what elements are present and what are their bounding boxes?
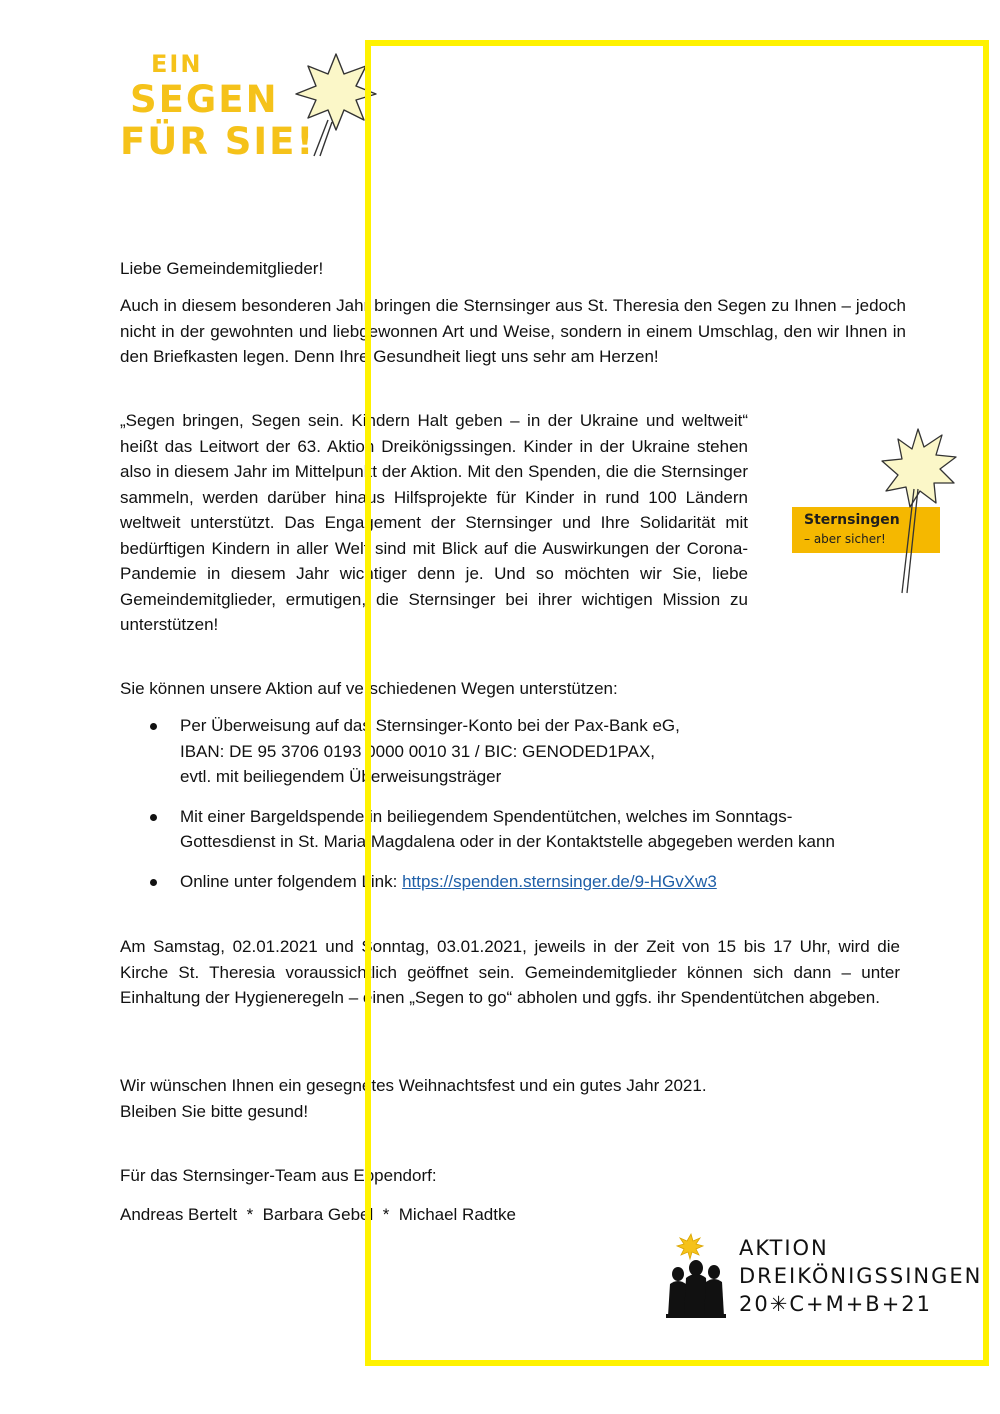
iban-line: IBAN: DE 95 3706 0193 0000 0010 31 / BIC: GENODED1PAX,: [180, 741, 656, 761]
team-intro: Für das Sternsinger-Team aus Eppendorf:: [120, 1166, 437, 1185]
list-item: [120, 869, 920, 895]
online-donation-line: [180, 869, 920, 895]
salutation: Liebe Gemeindemitglieder!: [120, 259, 324, 278]
list-item: [120, 804, 920, 855]
bullet-icon: [150, 814, 157, 821]
pickup-paragraph: Am Samstag, 02.01.2021 und Sonntag, 03.01.2021, jeweils in der Zeit von 15 bis 17 Uhr, wird die Kirche St. Theresia voraussichtlich geöffnet sein. Gemeindemitglieder können sich dann – unter Einhaltung der Hygieneregeln – einen „Segen to go“ abholen und ggfs. ihr Spendentütchen abgeben.: [120, 937, 900, 1007]
ways-intro: Sie können unsere Aktion auf verschiedenen Wegen unterstützen:: [120, 679, 618, 698]
support-options-list: [120, 713, 920, 908]
online-prefix: Online unter folgendem Link:: [180, 871, 403, 891]
donation-link[interactable]: https://spenden.sternsinger.de/9-HGvXw3: [402, 871, 717, 891]
logo-line-aktion: AKTION: [739, 1236, 829, 1260]
star-icon: [790, 425, 960, 595]
transfer-slip-line: evtl. mit beiliegendem Überweisungsträger: [180, 767, 502, 786]
aktion-dreikoenigssingen-logo: [664, 1232, 983, 1322]
bullet-icon: [150, 723, 157, 730]
highlight-frame: [365, 40, 989, 1366]
sternsingen-badge: [790, 425, 960, 595]
cash-donation-line: Mit einer Bargeldspende in beiliegendem Spendentütchen, welches im Sonntags-: [180, 806, 793, 826]
bank-transfer-line: Per Überweisung auf das Sternsinger-Konto bei der Pax-Bank eG,: [180, 716, 680, 735]
three-kings-icon: [664, 1232, 734, 1322]
star-wand-icon: [278, 50, 388, 160]
stay-healthy-line: Bleiben Sie bitte gesund!: [120, 1101, 309, 1121]
logo-line-ein: EIN: [151, 50, 203, 78]
wishes-line: Wir wünschen Ihnen ein gesegnetes Weihnachtsfest und ein gutes Jahr 2021.: [120, 1076, 707, 1095]
signature-names: Andreas Bertelt * Barbara Gebel * Michael Radtke: [120, 1205, 516, 1224]
list-item: [120, 713, 920, 790]
cash-donation-line-2: Gottesdienst in St. Maria Magdalena oder in der Kontaktstelle abgegeben werden kann: [180, 832, 835, 851]
bullet-icon: [150, 879, 157, 886]
badge-title: Sternsingen: [804, 512, 900, 528]
logo-line-fuer-sie: FÜR SIE!: [120, 120, 316, 163]
badge-subtitle: – aber sicher!: [804, 532, 886, 546]
logo-line-dreikoenigssingen: DREIKÖNIGSSINGEN: [739, 1264, 983, 1288]
motto-paragraph: „Segen bringen, Segen sein. Kindern Halt geben – in der Ukraine und weltweit“ heißt das Leitwort der 63. Aktion Dreikönigssingen. Kinder in der Ukraine stehen also in diesem Jahr im Mittelpunkt der Aktion. Mit den Spenden, die die Sternsinger sammeln, werden darüber hinaus Hilfsprojekte für Kinder in rund 100 Ländern weltweit unterstützt. Das Engagement der Sternsinger und Ihre Solidarität mit bedürftigen Kindern in aller Welt sind mit Blick auf die Auswirkungen der Corona-Pandemie in diesem Jahr wichtiger denn je. Und so möchten wir Sie, liebe Gemeindemitglieder, ermutigen, die Sternsinger bei ihrer wichtigen Mission zu unterstützen!: [120, 411, 748, 634]
wishes-block: [120, 1073, 707, 1124]
intro-paragraph: Auch in diesem besonderen Jahr bringen die Sternsinger aus St. Theresia den Segen zu Ihnen – jedoch nicht in der gewohnten und liebgewonnen Art und Weise, sondern in einem Umschlag, den wir Ihnen in den Briefkasten legen. Denn Ihre Gesundheit liegt uns sehr am Herzen!: [120, 296, 906, 366]
logo-line-segen: SEGEN: [130, 78, 279, 121]
logo-line-cmb: 20✳C+M+B+21: [739, 1292, 933, 1316]
ein-segen-fuer-sie-logo: [118, 50, 388, 163]
